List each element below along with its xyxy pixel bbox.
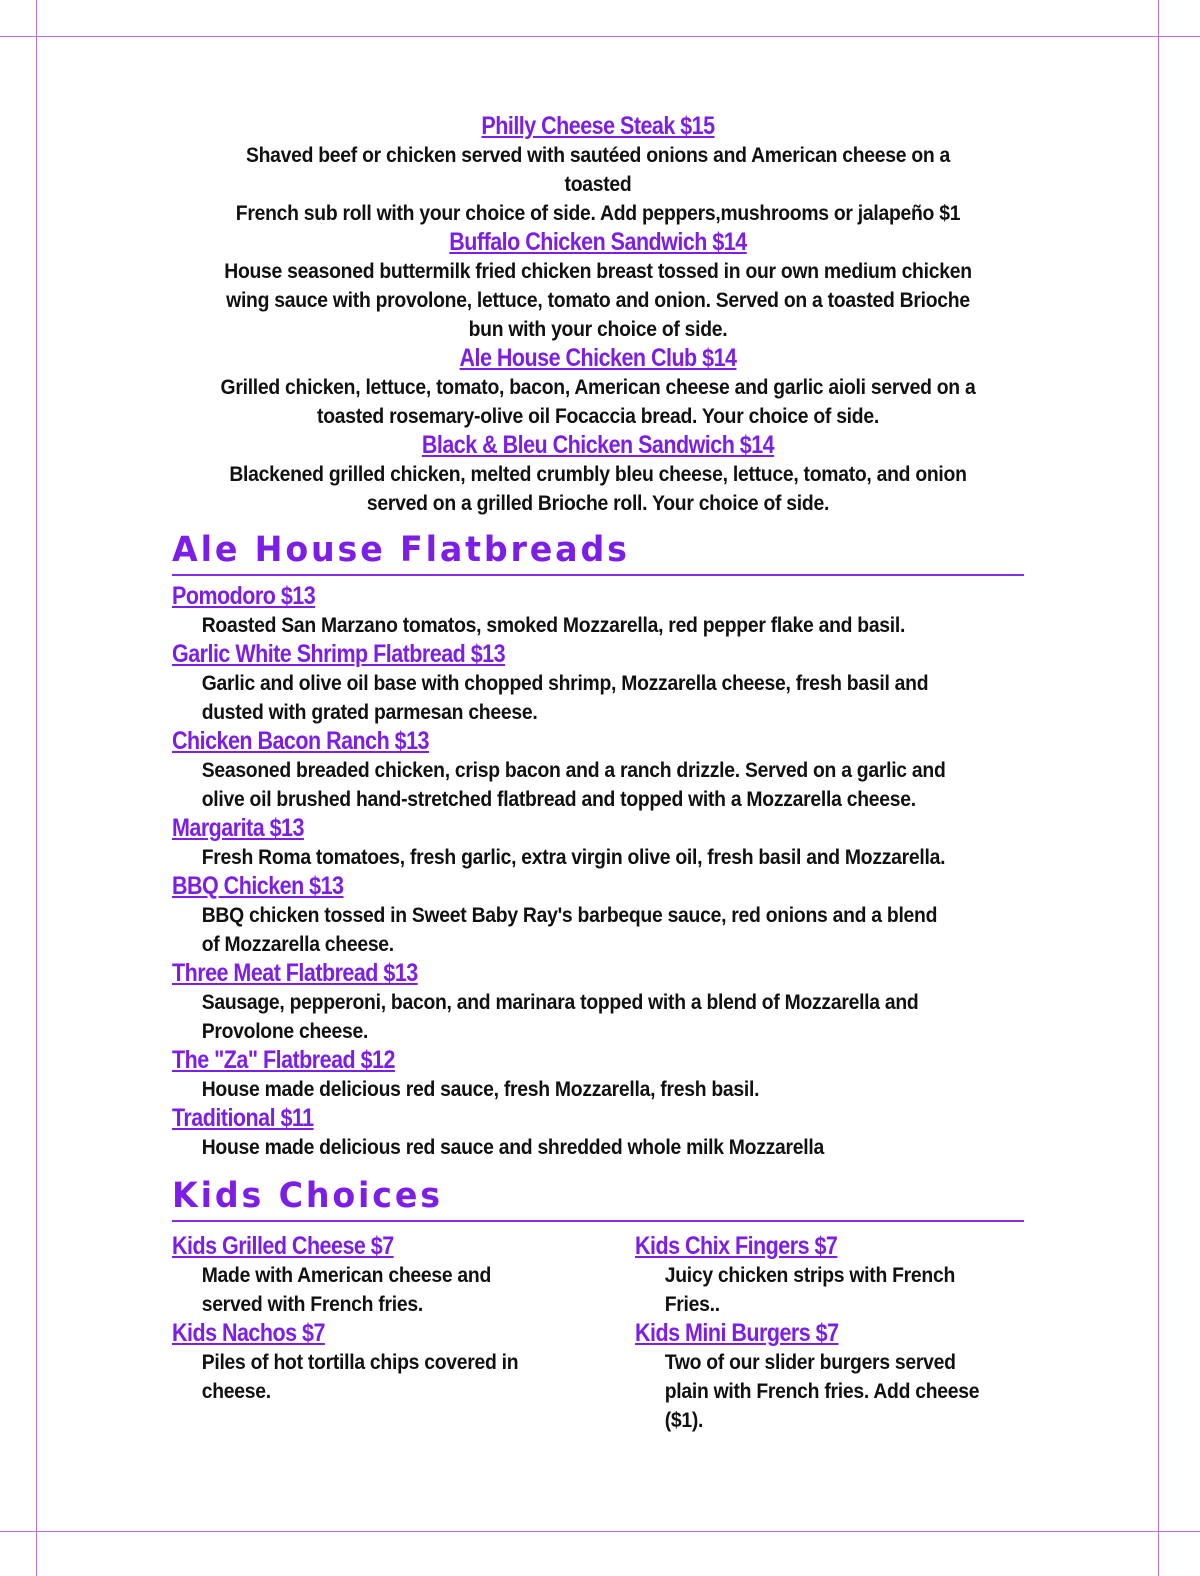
item-description: House seasoned buttermilk fried chicken breast tossed in our own medium chicken — [224, 259, 972, 283]
menu-item — [172, 1046, 1024, 1104]
kids-section-header — [172, 1176, 1024, 1222]
item-description: Blackened grilled chicken, melted crumbly bleu cheese, lettuce, tomato, and onion — [229, 462, 967, 486]
item-title[interactable]: Buffalo Chicken Sandwich $14 — [449, 228, 747, 256]
section-title: Kids Choices — [172, 1176, 443, 1216]
menu-item — [172, 431, 1024, 518]
item-description: olive oil brushed hand-stretched flatbread and topped with a Mozzarella cheese. — [201, 787, 916, 811]
kids-right-column — [635, 1232, 1098, 1435]
item-title[interactable]: Chicken Bacon Ranch $13 — [172, 727, 429, 755]
menu-item — [635, 1319, 1098, 1435]
menu-item — [172, 1232, 635, 1319]
menu-item — [172, 727, 1024, 814]
crop-mark — [36, 0, 37, 1576]
item-title[interactable]: BBQ Chicken $13 — [172, 872, 344, 900]
item-description: Provolone cheese. — [201, 1019, 369, 1043]
menu-item — [172, 814, 1024, 872]
sandwich-list — [172, 112, 1024, 518]
kids-columns — [172, 1232, 1024, 1435]
item-description: Fresh Roma tomatoes, fresh garlic, extra virgin olive oil, fresh basil and Mozzarella. — [201, 845, 946, 869]
item-title[interactable]: Kids Mini Burgers $7 — [635, 1319, 839, 1347]
item-description: bun with your choice of side. — [468, 317, 728, 341]
item-description: Grilled chicken, lettuce, tomato, bacon, American cheese and garlic aioli served on a — [220, 375, 976, 399]
kids-left-column — [172, 1232, 635, 1435]
item-description: ($1). — [664, 1408, 704, 1432]
item-description: Piles of hot tortilla chips covered in — [201, 1350, 519, 1374]
item-description: cheese. — [201, 1379, 271, 1403]
item-description: House made delicious red sauce, fresh Mozzarella, fresh basil. — [201, 1077, 760, 1101]
menu-item — [172, 1104, 1024, 1162]
item-description: plain with French fries. Add cheese — [664, 1379, 980, 1403]
item-title[interactable]: Kids Nachos $7 — [172, 1319, 325, 1347]
crop-mark — [0, 36, 1200, 37]
flatbreads-section-header — [172, 530, 1024, 576]
item-description: of Mozzarella cheese. — [201, 932, 394, 956]
item-title[interactable]: Margarita $13 — [172, 814, 304, 842]
item-description: Shaved beef or chicken served with sautéed onions and American cheese on a toasted — [245, 143, 951, 196]
menu-item — [172, 112, 1024, 228]
item-description: Two of our slider burgers served — [664, 1350, 956, 1374]
item-description: served on a grilled Brioche roll. Your choice of side. — [366, 491, 830, 515]
item-description: Roasted San Marzano tomatos, smoked Mozzarella, red pepper flake and basil. — [201, 613, 906, 637]
item-description: French sub roll with your choice of side. Add peppers,mushrooms or jalapeño $1 — [235, 201, 961, 225]
item-title[interactable]: Ale House Chicken Club $14 — [459, 344, 737, 372]
item-title[interactable]: Garlic White Shrimp Flatbread $13 — [172, 640, 506, 668]
item-title[interactable]: Traditional $11 — [172, 1104, 314, 1132]
menu-item — [172, 872, 1024, 959]
item-title[interactable]: Pomodoro $13 — [172, 582, 316, 610]
item-description: Garlic and olive oil base with chopped shrimp, Mozzarella cheese, fresh basil and — [201, 671, 929, 695]
menu-item — [172, 228, 1024, 344]
item-title[interactable]: Philly Cheese Steak $15 — [481, 112, 715, 140]
section-title: Ale House Flatbreads — [172, 530, 630, 570]
item-description: Seasoned breaded chicken, crisp bacon and a ranch drizzle. Served on a garlic and — [201, 758, 946, 782]
item-description: House made delicious red sauce and shredded whole milk Mozzarella — [201, 1135, 824, 1159]
item-description: dusted with grated parmesan cheese. — [201, 700, 538, 724]
menu-item — [172, 1319, 635, 1406]
menu-item — [172, 344, 1024, 431]
crop-mark — [0, 1531, 1200, 1532]
item-description: wing sauce with provolone, lettuce, tomato and onion. Served on a toasted Brioche — [226, 288, 970, 312]
item-title[interactable]: Three Meat Flatbread $13 — [172, 959, 418, 987]
item-description: BBQ chicken tossed in Sweet Baby Ray's barbeque sauce, red onions and a blend — [201, 903, 938, 927]
flatbread-list — [172, 582, 1024, 1162]
item-description: Juicy chicken strips with French — [664, 1263, 956, 1287]
item-title[interactable]: Kids Grilled Cheese $7 — [172, 1232, 394, 1260]
item-description: Made with American cheese and — [201, 1263, 492, 1287]
menu-item — [172, 959, 1024, 1046]
item-description: Fries.. — [664, 1292, 720, 1316]
item-title[interactable]: Kids Chix Fingers $7 — [635, 1232, 838, 1260]
item-title[interactable]: The "Za" Flatbread $12 — [172, 1046, 395, 1074]
menu-item — [172, 640, 1024, 727]
menu-page — [172, 112, 1024, 1435]
crop-mark — [1158, 0, 1159, 1576]
item-description: Sausage, pepperoni, bacon, and marinara topped with a blend of Mozzarella and — [201, 990, 919, 1014]
item-description: toasted rosemary-olive oil Focaccia bread. Your choice of side. — [317, 404, 879, 428]
item-title[interactable]: Black & Bleu Chicken Sandwich $14 — [421, 431, 775, 459]
menu-item — [172, 582, 1024, 640]
menu-item — [635, 1232, 1098, 1319]
item-description: served with French fries. — [201, 1292, 423, 1316]
